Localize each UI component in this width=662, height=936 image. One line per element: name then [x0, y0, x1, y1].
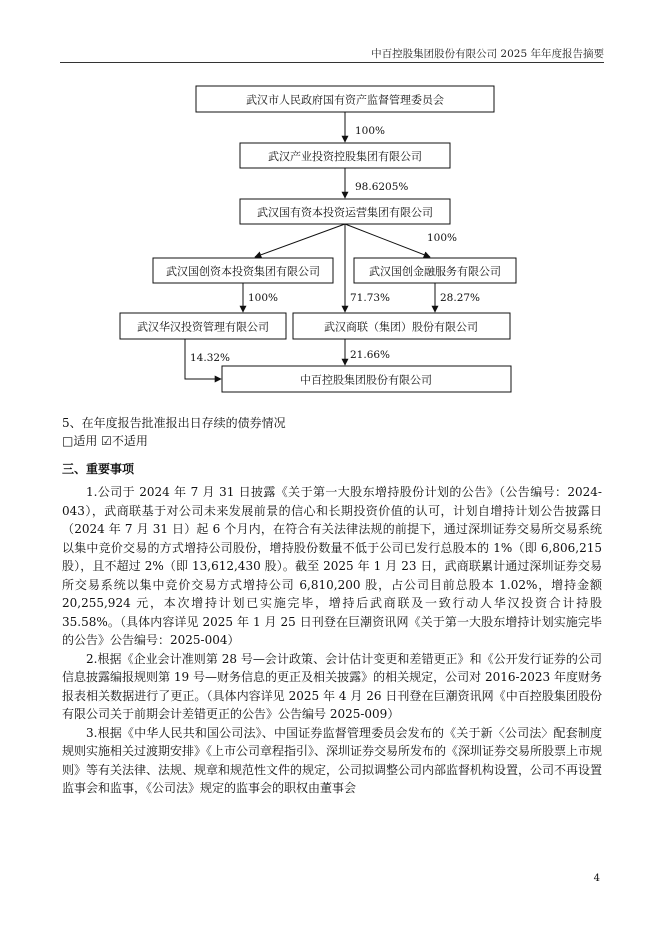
label-zhongbai-holding: 中百控股集团股份有限公司	[300, 373, 432, 387]
arrow-state-capital-guochuang	[255, 224, 345, 257]
pct-state-capital-finance: 100%	[427, 232, 458, 244]
label-shanglian-group: 武汉商联（集团）股份有限公司	[324, 320, 478, 334]
label-huahan-investment: 武汉华汉投资管理有限公司	[137, 320, 269, 334]
label-guochuang-finance: 武汉国创金融服务有限公司	[369, 265, 501, 278]
pct-finance-shanglian: 28.27%	[440, 292, 481, 304]
major-matters-body	[62, 483, 602, 798]
matter-paragraph-3: 3.根据《中华人民共和国公司法》、中国证券监督管理委员会发布的《关于新〈公司法〉配套制度规则实施相关过渡期安排》《上市公司章程指引》、深圳证券交易所发布的《深圳证券交易所股票上市规则》等有关法律、法规、规章和规范性文件的规定，公司拟调整公司内部监督机构设置，公司不再设置监事会和监事，《公司法》规定的监事会的职权由董事会	[62, 725, 603, 795]
major-matters-heading: 三、重要事项	[62, 462, 135, 476]
pct-industry-state-capital: 98.6205%	[355, 181, 409, 193]
pct-guochuang-huahan: 100%	[248, 292, 279, 304]
ownership-structure-chart	[0, 0, 662, 400]
pct-sasac-industry: 100%	[355, 125, 386, 137]
label-state-capital-group: 武汉国有资本投资运营集团有限公司	[257, 206, 433, 219]
page-number: 4	[593, 873, 600, 884]
matter-paragraph-1: 1.公司于 2024 年 7 月 31 日披露《关于第一大股东增持股份计划的公告》（公告编号：2024-043），武商联基于对公司未来发展前景的信心和长期投资价值的认可，计划自增持计划公告披露日（2024 年 7 月 31 日）起 6 个月内，在符合有关法律法规的前提下，通过深圳证券交易所交易系统以集中竞价交易的方式增持公司股份，增持股份数量不低于公司已发行总股本的 1%（即 6,806,215 股），且不超过 2%（即 13,612,430 股）。截至 2025 年 1 月 23 日，武商联累计通过深圳证券交易所交易系统以集中竞价交易方式增持公司 6,810,200 股，占公司目前总股本 1.02%，增持金额 20,255,924 元，本次增持计划已实施完毕，增持后武商联及一致行动人华汉投资合计持股 35.58%。（具体内容详见 2025 年 1 月 25 日刊登在巨潮资讯网《关于第一大股东增持计划实施完毕的公告》公告编号：2025-004）	[62, 485, 602, 647]
pct-state-capital-shanglian: 71.73%	[350, 292, 391, 304]
label-sasac: 武汉市人民政府国有资产监督管理委员会	[246, 93, 444, 107]
bond-section-options: □适用 ☑不适用	[62, 434, 148, 448]
pct-huahan-zhongbai: 14.32%	[190, 352, 231, 364]
bond-section-heading: 5、在年度报告批准报出日存续的债券情况	[62, 416, 286, 430]
label-guochuang-capital: 武汉国创资本投资集团有限公司	[166, 265, 320, 278]
label-industry-group: 武汉产业投资控股集团有限公司	[268, 150, 422, 163]
arrow-state-capital-finance	[345, 224, 430, 257]
page-header-title: 中百控股集团股份有限公司 2025 年年度报告摘要	[371, 48, 604, 60]
pct-shanglian-zhongbai: 21.66%	[350, 349, 391, 361]
matter-paragraph-2: 2.根据《企业会计准则第 28 号—会计政策、会计估计变更和差错更正》和《公开发行证券的公司信息披露编报规则第 19 号—财务信息的更正及相关披露》的相关规定，公司对 2016-2023 年度财务报表相关数据进行了更正。（具体内容详见 2025 年 4 月 26 日刊登在巨潮资讯网《中百控股集团股份有限公司关于前期会计差错更正的公告》公告编号 2025-009）	[62, 651, 602, 721]
